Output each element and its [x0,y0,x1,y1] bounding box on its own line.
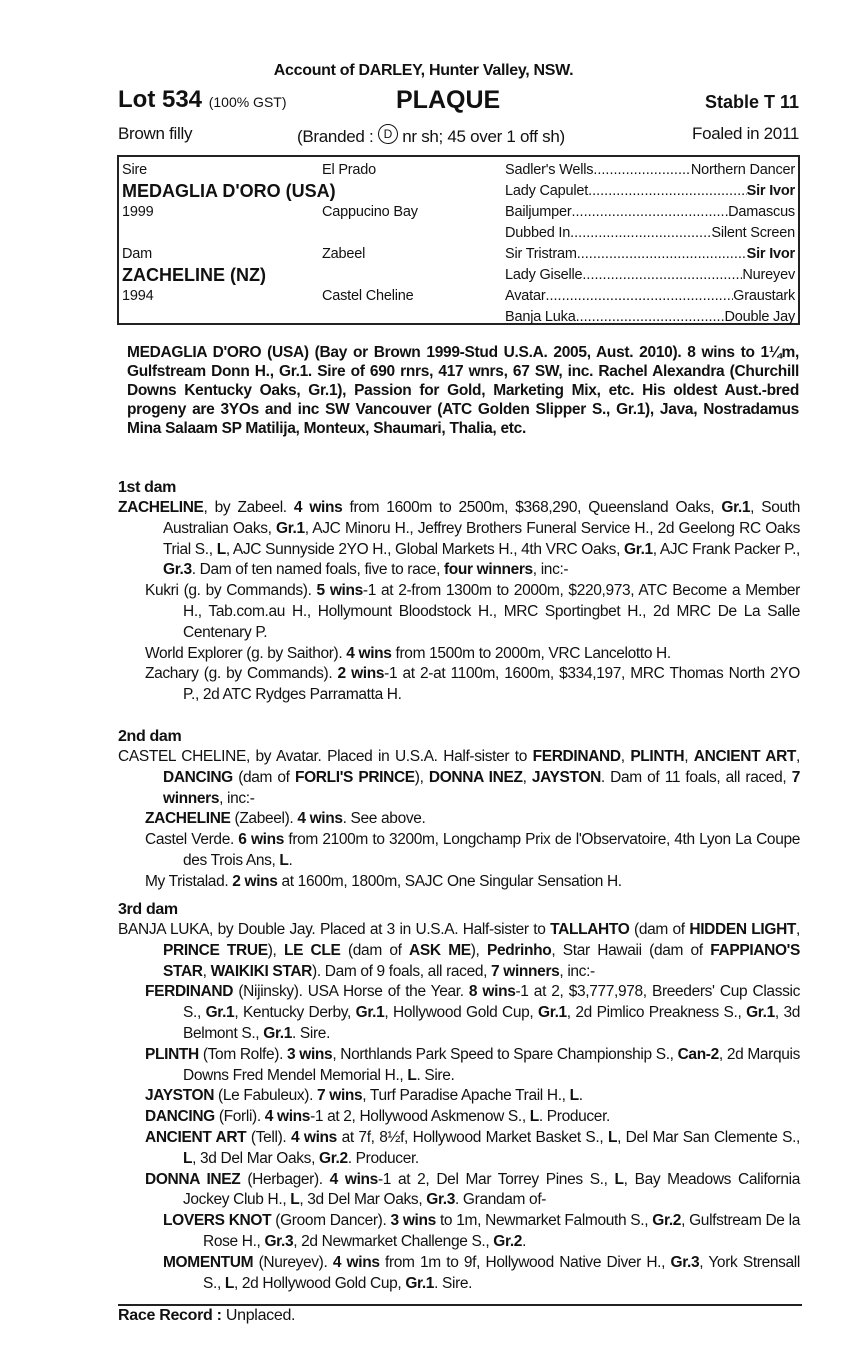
bold-text: Gr.1 [538,1004,567,1022]
ancestor-sire: Graustark [733,288,795,304]
bold-text: LOVERS KNOT [163,1212,272,1230]
race-record [118,1307,295,1325]
bold-text: Gr.3 [264,1232,294,1250]
leader-dots [588,183,747,199]
ancestor-name: Lady Capulet [505,183,589,199]
ancestor-sire: Double Jay [724,309,795,325]
bold-text: 7 winners [163,768,800,807]
bold-text: DONNA INEZ [428,768,523,786]
bold-text: 6 wins [238,831,284,849]
text: , AJC Sunnyside 2YO H., Global Markets H., 4th VRC Oaks, [225,540,625,558]
text: , York Strensall S., [203,1253,800,1292]
ancestor-name: Sadler's Wells [505,162,594,178]
sire-summary: MEDAGLIA D'ORO (USA) (Bay or Brown 1999-Stud U.S.A. 2005, Aust. 2010). 8 wins to 1¼m, Gulfstream Donn H., Gr.1. Sire of 690 rnrs, 417 wnrs, 67 SW, inc. Rachel Alexandra (Churchill Downs Kentucky Oaks, Gr.1), Passion for Gold, Marketing Mix, etc. His oldest Aust.-bred progeny are 3YOs and inc SW Vancouver (ATC Golden Slipper S., Gr.1), Java, Nostradamus Mina Salaam SP Matilija, Monteux, Shaumari, Thalia, etc. [127,344,799,437]
bold-text: L [569,1087,579,1105]
pedigree-entry [118,872,800,893]
text: from 1600m to 2500m, $368,290, Queensland Oaks, [342,499,722,516]
bold-text: 4 wins [332,1253,380,1271]
text: , Hollywood Gold Cup, [384,1004,539,1022]
text: , by Zabeel. [203,499,294,516]
dam-section [118,478,800,706]
text: , 2d Hollywood Gold Cup, [233,1274,406,1292]
text: , [796,921,801,938]
pedigree-entry [118,1045,800,1087]
text: . [578,1087,583,1105]
text: from 1m to 9f, Hollywood Native Diver H., [379,1253,671,1271]
text: ). Dam of 9 foals, all raced, [312,962,492,980]
bold-text: 4 wins [293,499,343,516]
horse-description: Brown filly [118,124,193,143]
gst-note: (100% GST) [208,94,287,110]
bold-text: Can-2 [677,1045,719,1063]
text: . Dam of 11 foals, all raced, [600,768,792,786]
dam-year: 1994 [122,288,154,304]
text: , Gulfstream De la Rose H., [203,1212,801,1250]
text: , 2d Pimlico Preakness S., [566,1004,747,1022]
text: (dam of [340,941,410,959]
text: . [288,851,293,869]
bold-text: Gr.3 [163,561,192,579]
ancestor-name: Bailjumper [505,204,572,220]
bold-text: DANCING [145,1108,215,1126]
sire-year: 1999 [122,204,154,220]
bold-text: 5 wins [316,582,363,600]
text: , [684,748,694,765]
text: , Turf Paradise Apache Trail H., [362,1087,570,1105]
bold-text: 3 wins [390,1212,436,1230]
bold-text: FERDINAND [532,748,621,765]
dam-label: Dam [122,246,153,262]
text: to 1m, Newmarket Falmouth S., [435,1212,653,1230]
text: (Nijinsky). USA Horse of the Year. [233,983,469,1001]
bold-text: Gr.3 [426,1191,456,1209]
bold-text: DONNA INEZ [145,1170,241,1188]
text: , Bay Meadows California Jockey Club H., [183,1170,800,1209]
text: . Sire. [416,1066,455,1084]
granddam: Castel Cheline [322,288,414,304]
text: (Groom Dancer). [271,1212,391,1230]
sire-label: Sire [122,162,147,178]
text: , inc:- [559,962,595,980]
text: ), [267,941,284,959]
bold-text: Gr.1 [721,499,751,516]
grandsire: El Prado [322,162,377,178]
bold-text: ZACHELINE [118,499,204,516]
bold-text: L [407,1066,417,1084]
bold-text: MOMENTUM [163,1253,254,1271]
bold-text: 4 wins [297,810,343,828]
text: ), [470,941,487,959]
bold-text: ZACHELINE [145,810,231,828]
text: , [522,768,532,786]
bold-text: DANCING [163,768,233,786]
bold-text: FORLI'S PRINCE [294,768,415,786]
text: . Producer. [347,1149,419,1167]
ancestor-sire: Silent Screen [711,225,795,241]
bold-text: PLINTH [145,1045,199,1063]
text: (Tom Rolfe). [198,1045,288,1063]
bold-text: PLINTH [630,748,685,765]
bold-text: Gr.2 [493,1232,523,1250]
bold-text: L [529,1108,539,1126]
pedigree-entry [118,1086,800,1107]
granddam: Cappucino Bay [322,204,418,220]
sire-name: MEDAGLIA D'ORO (USA) [122,181,336,201]
leader-dots [582,267,742,283]
pedigree-entry [118,1170,800,1212]
bold-text: Gr.1 [405,1274,435,1292]
ancestor-row [505,162,795,178]
text: (Forli). [214,1108,265,1126]
bold-text: 2 wins [232,872,278,890]
text: at 7f, 8½f, Hollywood Market Basket S., [336,1128,608,1146]
text: . Producer. [538,1108,610,1126]
pedigree-entry [118,982,800,1044]
text: . Sire. [292,1024,331,1042]
bold-text: 4 wins [264,1108,311,1126]
text: (dam of [232,768,295,786]
ancestor-name: Lady Giselle [505,267,583,283]
leader-dots [572,204,729,220]
race-record-value: Unplaced. [225,1307,296,1324]
bold-text: TALLAHTO [550,921,630,938]
horse-name: PLAQUE [396,86,501,114]
bold-text: Gr.2 [319,1149,348,1167]
text: . Dam of ten named foals, five to race, [191,561,444,579]
text: . See above. [342,810,426,828]
text: , 3d Del Mar Oaks, [299,1191,427,1209]
pedigree-entry [118,920,800,982]
pedigree-table [117,155,800,325]
ancestor-row [505,204,795,220]
bold-text: Gr.1 [355,1004,385,1022]
bold-text: L [290,1191,300,1209]
bold-text: Gr.1 [746,1004,775,1022]
section-heading: 3rd dam [118,901,178,918]
bold-text: PRINCE TRUE [163,941,268,959]
bold-text: L [183,1149,193,1167]
bold-text: 8 wins [468,983,516,1001]
text: , South Australian Oaks, [163,499,800,537]
pedigree-entry [118,498,800,581]
leader-dots [545,288,733,304]
text: , 2d Newmarket Challenge S., [293,1232,494,1250]
bold-text: HIDDEN LIGHT [689,921,797,938]
bold-text: Gr.2 [652,1212,682,1230]
ancestor-sire: Sir Ivor [746,246,795,262]
ancestor-sire: Damascus [728,204,795,220]
text: CASTEL CHELINE, by Avatar. Placed in U.S.A. Half-sister to [118,748,533,765]
text: from 2100m to 3200m, Longchamp Prix de l'Observatoire, 4th Lyon La Coupe des Trois Ans, [183,831,800,869]
ancestor-name: Sir Tristram [505,246,577,262]
branded-label: (Branded : [297,127,374,146]
dam-name: ZACHELINE (NZ) [122,265,266,285]
bold-text: 7 wins [317,1087,363,1105]
bold-text: 3 wins [287,1045,333,1063]
bold-text: 7 winners [491,962,560,980]
ancestor-row [505,246,795,262]
text: , [202,962,211,980]
text: (Herbager). [240,1170,330,1188]
ancestor-sire: Northern Dancer [690,162,795,178]
pedigree-entry [118,809,800,830]
text: , Kentucky Derby, [234,1004,356,1022]
pedigree-entry [118,1253,800,1295]
leader-dots [593,162,690,178]
bold-text: ANCIENT ART [693,748,797,765]
bold-text: 2 wins [337,665,385,683]
bold-text: Gr.3 [670,1253,700,1271]
text: Zachary (g. by Commands). [145,665,338,683]
pedigree-entry [118,1211,800,1253]
ancestor-name: Avatar [505,288,546,304]
text: . Grandam of- [455,1191,547,1209]
text: (dam of [629,921,690,938]
bold-text: L [607,1128,618,1146]
section-heading: 2nd dam [118,728,182,745]
bold-text: 4 wins [346,644,392,662]
bold-text: ANCIENT ART [145,1128,247,1146]
text: -1 at 2-from 1300m to 2000m, $220,973, ATC Become a Member H., Tab.com.au H., Hollymount Bloodstock H., MRC Sportingbet H., 2d MRC De La Salle Centenary P. [183,582,800,641]
bold-text: four winners [443,561,533,579]
bold-text: L [216,540,226,558]
ancestor-row [505,267,795,283]
bold-text: JAYSTON [531,768,601,786]
text: Kukri (g. by Commands). [145,582,317,600]
pedigree-entry [118,1128,800,1170]
bold-text: L [279,851,289,869]
text: (Le Fabuleux). [214,1087,318,1105]
text: , 3d Del Mar Oaks, [192,1149,319,1167]
lot-label: Lot 534 [118,86,203,113]
bold-text: 4 wins [291,1128,337,1146]
text: , Star Hawaii (dam of [551,941,711,959]
ancestor-row [505,225,795,241]
text: -1 at 2, Del Mar Torrey Pines S., [377,1170,615,1188]
text: , Northlands Park Speed to Spare Championship S., [332,1045,678,1063]
text: -1 at 2-at 1100m, 1600m, $334,197, MRC Thomas North 2YO P., 2d ATC Rydges Parramatta H. [183,665,800,704]
bold-text: FAPPIANO'S STAR [163,941,800,980]
text: -1 at 2, $3,777,978, Breeders' Cup Classic S., [183,983,800,1022]
bold-text: JAYSTON [145,1087,215,1105]
text: ), [414,768,429,786]
text: BANJA LUKA, by Double Jay. Placed at 3 in U.S.A. Half-sister to [118,921,551,938]
ancestor-row [505,183,795,199]
section-heading: 1st dam [118,479,177,496]
bold-text: Gr.1 [263,1024,292,1042]
bold-text: 4 wins [329,1170,378,1188]
text: from 1500m to 2000m, VRC Lancelotto H. [391,644,671,662]
text: , inc:- [532,561,569,579]
ancestor-row [505,288,795,304]
lot-number [118,86,287,114]
bold-text: Gr.1 [276,519,305,537]
dam-section [118,727,800,893]
brand-text: nr sh; 45 over 1 off sh) [402,127,565,146]
bold-text: LE CLE [283,941,341,959]
bold-text: FERDINAND [145,983,234,1001]
text: Castel Verde. [145,831,239,849]
text: , [796,748,801,765]
bold-text: Gr.1 [624,540,653,558]
bold-text: L [224,1274,234,1292]
pedigree-entry [118,664,800,706]
ancestor-name: Dubbed In [505,225,571,241]
text: , 2d Marquis Downs Fred Mendel Memorial H., [183,1045,801,1084]
divider [118,1304,802,1306]
text: , AJC Frank Packer P., [652,540,800,558]
text: (Tell). [246,1128,291,1146]
text: at 1600m, 1800m, SAJC One Singular Sensation H. [277,872,622,890]
brand-info [297,124,565,147]
bold-text: ASK ME [409,941,471,959]
text: -1 at 2, Hollywood Askmenow S., [310,1108,530,1126]
leader-dots [576,309,725,325]
text: , [620,748,631,765]
vendor-account: Account of DARLEY, Hunter Valley, NSW. [273,62,574,79]
text: (Nureyev). [253,1253,333,1271]
ancestor-sire: Sir Ivor [746,183,795,199]
leader-dots [570,225,711,241]
text: (Zabeel). [230,810,298,828]
ancestor-name: Banja Luka [505,309,576,325]
text: , inc:- [219,789,255,807]
text: , Del Mar San Clemente S., [617,1128,801,1146]
bold-text: WAIKIKI STAR [210,962,313,980]
text: , AJC Minoru H., Jeffrey Brothers Funeral Service H., 2d Geelong RC Oaks Trial S., [163,519,800,558]
pedigree-entry [118,644,800,665]
text: , 3d Belmont S., [183,1004,800,1042]
bold-text: Pedrinho [486,941,552,959]
text: . [522,1232,527,1250]
stable-number: Stable T 11 [704,92,799,112]
ancestor-row [505,309,795,325]
pedigree-entry [118,1107,800,1128]
leader-dots [577,246,747,262]
dam-section [118,900,800,1294]
bold-text: Gr.1 [205,1004,235,1022]
brand-mark-icon: D [378,124,398,144]
text: World Explorer (g. by Saithor). [145,644,347,662]
ancestor-sire: Nureyev [742,267,795,283]
pedigree-entry [118,747,800,809]
grandsire: Zabeel [322,246,366,262]
race-record-label: Race Record : [118,1307,222,1324]
bold-text: L [614,1170,624,1188]
foaled-year: Foaled in 2011 [691,124,799,143]
pedigree-entry [118,581,800,643]
text: . Sire. [434,1274,473,1292]
pedigree-entry [118,830,800,872]
text: My Tristalad. [145,872,233,890]
